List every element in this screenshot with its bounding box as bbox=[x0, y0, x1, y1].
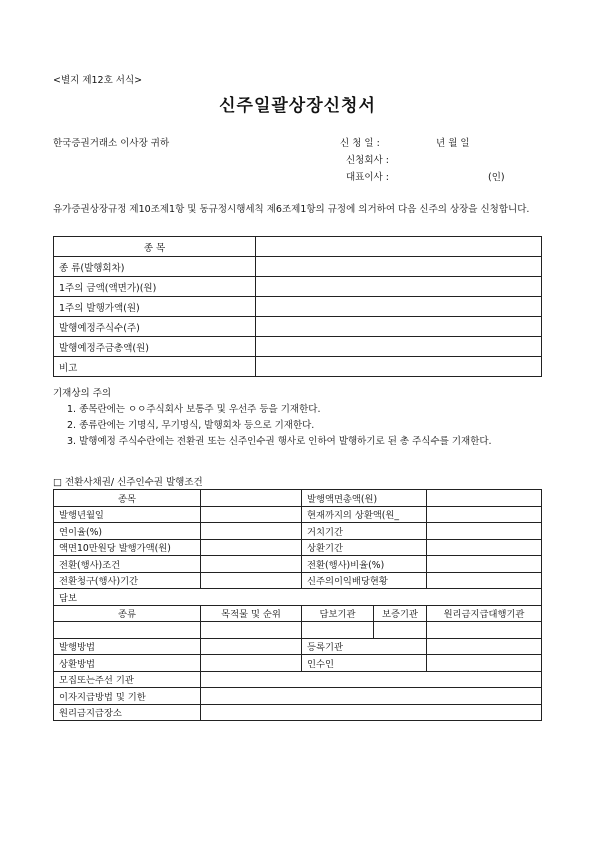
row-label: 발행예정주금총액(원) bbox=[54, 337, 256, 357]
value-cell[interactable] bbox=[201, 572, 302, 589]
table-row bbox=[54, 357, 542, 377]
table-row bbox=[54, 297, 542, 317]
row-label: 액면10만원당 발행가액(원) bbox=[54, 539, 201, 556]
table-row bbox=[54, 572, 542, 589]
value-cell[interactable] bbox=[427, 572, 542, 589]
row-label: 발행예정주식수(주) bbox=[54, 317, 256, 337]
seal-mark: (인) bbox=[488, 172, 505, 183]
row-label: 발행액면총액(원) bbox=[302, 490, 427, 507]
table-row bbox=[54, 490, 542, 507]
value-cell[interactable] bbox=[427, 539, 542, 556]
row-label: 전환청구(행사)기간 bbox=[54, 572, 201, 589]
table-row bbox=[54, 539, 542, 556]
table-row bbox=[54, 589, 542, 606]
table-row bbox=[54, 317, 542, 337]
row-label: 인수인 bbox=[302, 655, 427, 672]
value-cell[interactable] bbox=[201, 490, 302, 507]
row-label: 신주의이익배당현황 bbox=[302, 572, 427, 589]
form-number: <별지 제12호 서식> bbox=[53, 75, 143, 86]
row-label: 등록기관 bbox=[302, 638, 427, 655]
table-row bbox=[54, 237, 542, 257]
table-row bbox=[54, 671, 542, 688]
value-cell[interactable] bbox=[201, 704, 542, 721]
table-row bbox=[54, 523, 542, 540]
row-label: 1주의 금액(액면가)(원) bbox=[54, 277, 256, 297]
column-header: 원리금지급대행기관 bbox=[427, 605, 542, 622]
row-label: 전환(행사)비율(%) bbox=[302, 556, 427, 573]
row-label: 현재까지의 상환액(원_ bbox=[302, 506, 427, 523]
stock-info-table bbox=[53, 236, 542, 377]
section-title: □ 전환사채권/ 신주인수권 발행조건 bbox=[53, 477, 203, 488]
table-row bbox=[54, 638, 542, 655]
column-header: 담보기관 bbox=[302, 605, 374, 622]
value-cell[interactable] bbox=[427, 638, 542, 655]
row-label: 1주의 발행가액(원) bbox=[54, 297, 256, 317]
value-cell[interactable] bbox=[201, 539, 302, 556]
row-label: 발행방법 bbox=[54, 638, 201, 655]
table-row bbox=[54, 506, 542, 523]
value-cell[interactable] bbox=[201, 556, 302, 573]
bond-terms-table bbox=[53, 489, 542, 721]
row-label: 비고 bbox=[54, 357, 256, 377]
table-row bbox=[54, 556, 542, 573]
row-label: 모집또는주선 기관 bbox=[54, 671, 201, 688]
date-label: 신 청 일 : bbox=[340, 138, 380, 149]
value-cell[interactable] bbox=[201, 506, 302, 523]
notes-heading: 기재상의 주의 bbox=[53, 388, 112, 399]
table-row bbox=[54, 688, 542, 705]
value-cell[interactable] bbox=[302, 622, 374, 639]
value-cell[interactable] bbox=[256, 237, 542, 257]
rep-label: 대표이사 : bbox=[346, 172, 389, 183]
table-row bbox=[54, 337, 542, 357]
note-item: 2. 종류란에는 기명식, 무기명식, 발행회차 등으로 기재한다. bbox=[67, 420, 315, 431]
collateral-label: 담보 bbox=[54, 589, 542, 606]
column-header: 종류 bbox=[54, 605, 201, 622]
value-cell[interactable] bbox=[201, 523, 302, 540]
column-header: 보증기관 bbox=[374, 605, 427, 622]
value-cell[interactable] bbox=[427, 655, 542, 672]
value-cell[interactable] bbox=[256, 297, 542, 317]
intro-paragraph: 유가증권상장규정 제10조제1항 및 동규정시행세칙 제6조제1항의 규정에 의거하여 다음 신주의 상장을 신청합니다. bbox=[53, 204, 530, 215]
row-label: 상환기간 bbox=[302, 539, 427, 556]
row-label: 거치기간 bbox=[302, 523, 427, 540]
value-cell[interactable] bbox=[427, 622, 542, 639]
value-cell[interactable] bbox=[427, 506, 542, 523]
value-cell[interactable] bbox=[201, 655, 302, 672]
page-title: 신주일괄상장신청서 bbox=[219, 96, 376, 116]
column-header: 목적물 및 순위 bbox=[201, 605, 302, 622]
value-cell[interactable] bbox=[54, 622, 201, 639]
row-label: 원리금지급장소 bbox=[54, 704, 201, 721]
company-label: 신청회사 : bbox=[346, 155, 389, 166]
value-cell[interactable] bbox=[201, 688, 542, 705]
table-header: 종 목 bbox=[54, 237, 256, 257]
row-label: 발행년월일 bbox=[54, 506, 201, 523]
addressee: 한국증권거래소 이사장 귀하 bbox=[53, 138, 170, 149]
row-label: 연이율(%) bbox=[54, 523, 201, 540]
table-row bbox=[54, 257, 542, 277]
value-cell[interactable] bbox=[256, 337, 542, 357]
note-item: 1. 종목란에는 ㅇㅇ주식회사 보통주 및 우선주 등을 기재한다. bbox=[67, 404, 321, 415]
row-label: 이자지급방법 및 기한 bbox=[54, 688, 201, 705]
notes-section bbox=[53, 386, 553, 450]
row-label: 상환방법 bbox=[54, 655, 201, 672]
value-cell[interactable] bbox=[427, 556, 542, 573]
value-cell[interactable] bbox=[256, 317, 542, 337]
value-cell[interactable] bbox=[374, 622, 427, 639]
row-label: 전환(행사)조건 bbox=[54, 556, 201, 573]
value-cell[interactable] bbox=[201, 622, 302, 639]
value-cell[interactable] bbox=[427, 490, 542, 507]
value-cell[interactable] bbox=[201, 671, 542, 688]
value-cell[interactable] bbox=[256, 357, 542, 377]
table-row bbox=[54, 704, 542, 721]
table-row bbox=[54, 655, 542, 672]
table-row bbox=[54, 622, 542, 639]
date-units: 년 월 일 bbox=[436, 138, 470, 149]
value-cell[interactable] bbox=[201, 638, 302, 655]
row-label: 종 류(발행회차) bbox=[54, 257, 256, 277]
note-item: 3. 발행예정 주식수란에는 전환권 또는 신주인수권 행사로 인하여 발행하기로 된 총 주식수를 기재한다. bbox=[67, 436, 492, 447]
value-cell[interactable] bbox=[256, 257, 542, 277]
value-cell[interactable] bbox=[427, 523, 542, 540]
table-row bbox=[54, 277, 542, 297]
value-cell[interactable] bbox=[256, 277, 542, 297]
table-row bbox=[54, 605, 542, 622]
row-label: 종목 bbox=[54, 490, 201, 507]
